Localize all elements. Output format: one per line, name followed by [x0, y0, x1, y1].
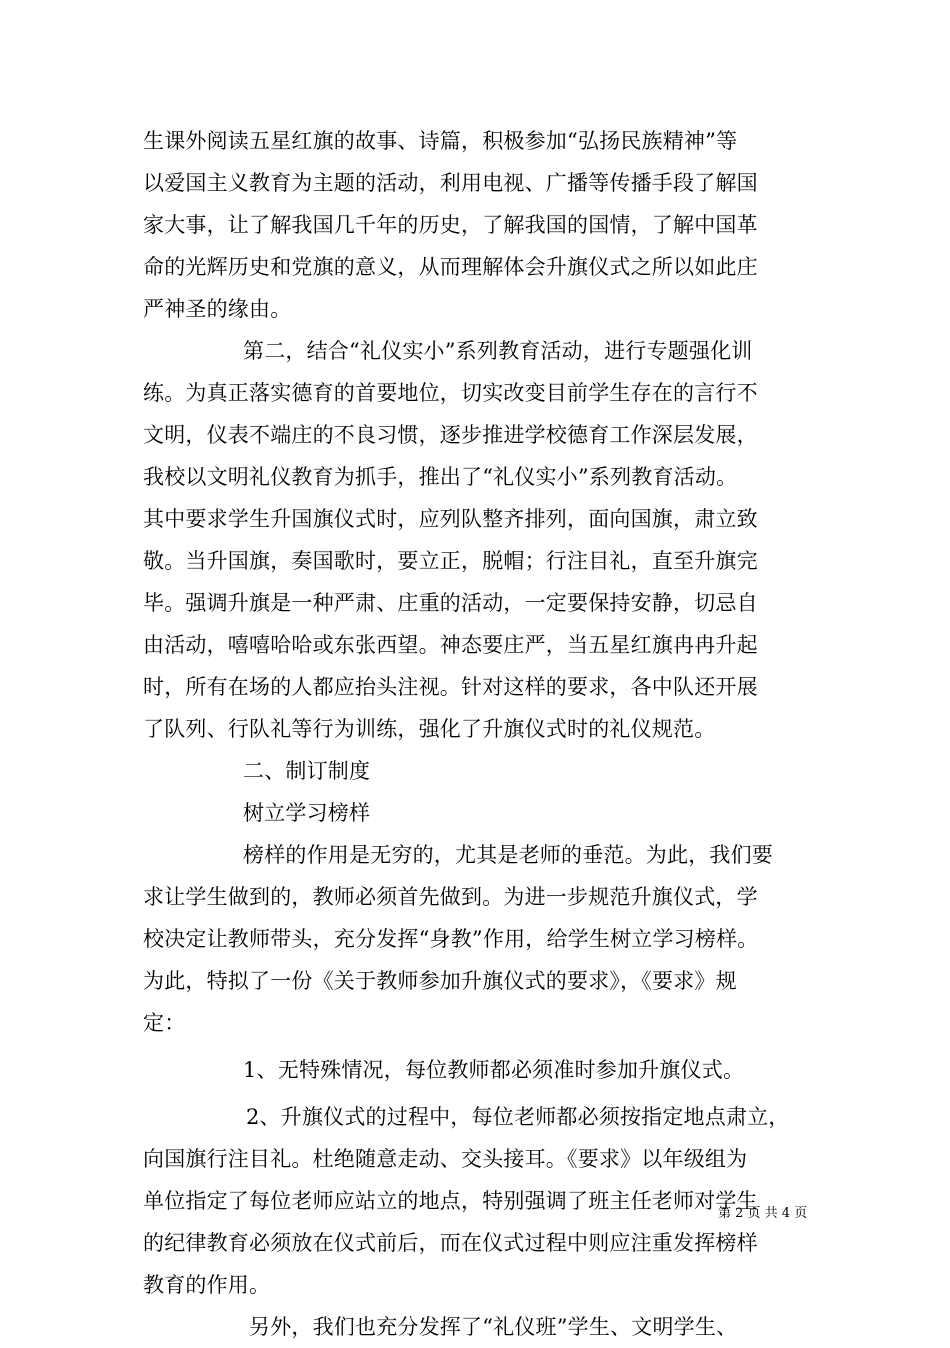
text-line-26: 单位指定了每位老师应站立的地点，特别强调了班主任老师对学生: [143, 1189, 758, 1213]
text-line-8: 文明，仪表不端庄的不良习惯，逐步推进学校德育工作深层发展，: [143, 423, 758, 447]
document-body: [143, 120, 823, 1348]
text-line-10: 其中要求学生升国旗仪式时，应列队整齐排列，面向国旗，肃立致: [143, 507, 758, 531]
text-line-28: 教育的作用。: [143, 1273, 271, 1297]
text-line-27: 的纪律教育必须放在仪式前后，而在仪式过程中则应注重发挥榜样: [143, 1231, 758, 1255]
text-line-14: 时，所有在场的人都应抬头注视。针对这样的要求，各中队还开展: [143, 675, 758, 699]
text-line-9: 我校以文明礼仪教育为抓手，推出了“礼仪实小”系列教育活动。: [143, 465, 738, 489]
text-line-25: 向国旗行注目礼。杜绝随意走动、交头接耳。《要求》以年级组为: [143, 1147, 748, 1171]
page-number: 第 2 页 共 4 页: [718, 1206, 808, 1221]
text-line-13: 由活动，嘻嘻哈哈或东张西望。神态要庄严，当五星红旗冉冉升起: [143, 633, 758, 657]
subsection-heading: 树立学习榜样: [243, 801, 371, 825]
text-line-11: 敬。当升国旗，奏国歌时，要立正，脱帽；行注目礼，直至升旗完: [143, 549, 758, 573]
text-line-21: 为此，特拟了一份《关于教师参加升旗仪式的要求》，《要求》规: [143, 969, 737, 993]
text-line-22: 定：: [143, 1011, 186, 1035]
text-line-2: 以爱国主义教育为主题的活动，利用电视、广播等传播手段了解国: [143, 171, 758, 195]
text-line-3: 家大事，让了解我国几千年的历史，了解我国的国情，了解中国革: [143, 213, 758, 237]
section-heading: 二、制订制度: [243, 759, 371, 783]
text-line-18: 榜样的作用是无穷的，尤其是老师的垂范。为此，我们要: [243, 843, 773, 867]
list-item-2: 2、升旗仪式的过程中，每位老师都必须按指定地点肃立，: [246, 1105, 790, 1129]
text-line-29: 另外，我们也充分发挥了“礼仪班”学生、文明学生、: [249, 1315, 738, 1339]
text-line-6: 第二，结合“礼仪实小”系列教育活动，进行专题强化训: [243, 339, 753, 363]
text-line-1: 生课外阅读五星红旗的故事、诗篇，积极参加“弘扬民族精神”等: [143, 129, 738, 153]
text-line-19: 求让学生做到的，教师必须首先做到。为进一步规范升旗仪式，学: [143, 885, 758, 909]
text-line-20: 校决定让教师带头，充分发挥“身教”作用，给学生树立学习榜样。: [143, 927, 759, 951]
text-line-4: 命的光辉历史和党旗的意义，从而理解体会升旗仪式之所以如此庄: [143, 255, 758, 279]
text-line-5: 严神圣的缘由。: [143, 297, 292, 321]
text-line-15: 了队列、行队礼等行为训练，强化了升旗仪式时的礼仪规范。: [143, 717, 716, 741]
text-line-12: 毕。强调升旗是一种严肃、庄重的活动，一定要保持安静，切忌自: [143, 591, 758, 615]
list-item-1: 1、无特殊情况，每位教师都必须准时参加升旗仪式。: [243, 1058, 745, 1082]
text-line-7: 练。为真正落实德育的首要地位，切实改变目前学生存在的言行不: [143, 381, 758, 405]
